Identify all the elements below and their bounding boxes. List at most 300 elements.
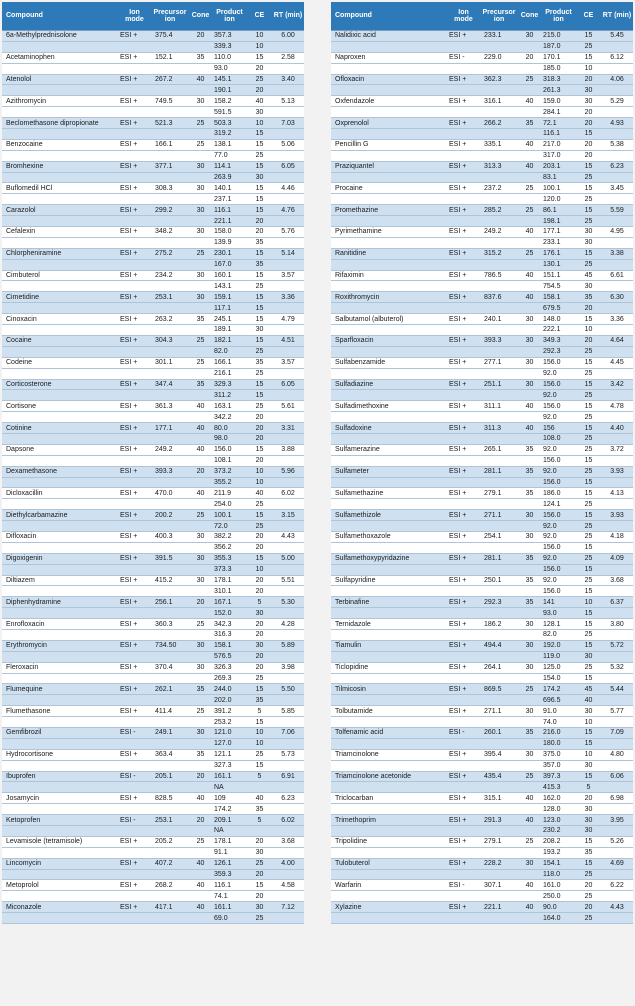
empty-cell bbox=[118, 913, 151, 924]
empty-cell bbox=[331, 629, 447, 640]
cone-cell: 30 bbox=[189, 292, 212, 303]
product-ion-cell: 98.0 bbox=[212, 433, 247, 444]
ion-mode-cell: ESI + bbox=[447, 335, 480, 346]
compound-cell: Xylazine bbox=[331, 902, 447, 913]
ion-mode-cell: ESI + bbox=[447, 531, 480, 542]
cone-cell: 40 bbox=[189, 880, 212, 891]
product-ion-cell: 143.1 bbox=[212, 281, 247, 292]
ce-cell: 20 bbox=[247, 662, 272, 673]
ion-mode-cell: ESI + bbox=[118, 793, 151, 804]
table-row-secondary bbox=[2, 651, 304, 662]
empty-cell bbox=[272, 41, 304, 52]
empty-cell bbox=[518, 782, 541, 793]
empty-cell bbox=[331, 913, 447, 924]
empty-cell bbox=[447, 172, 480, 183]
ion-mode-cell: ESI + bbox=[447, 640, 480, 651]
table-row-secondary bbox=[331, 782, 633, 793]
ion-mode-cell: ESI + bbox=[118, 531, 151, 542]
cone-cell: 25 bbox=[518, 684, 541, 695]
rt-cell: 3.88 bbox=[272, 444, 304, 455]
table-row bbox=[2, 771, 304, 782]
compound-cell: Ofloxacin bbox=[331, 74, 447, 85]
table-row-secondary bbox=[2, 826, 304, 837]
compound-cell: Ibuprofen bbox=[2, 771, 118, 782]
rt-cell: 4.78 bbox=[601, 401, 633, 412]
empty-cell bbox=[601, 521, 633, 532]
empty-cell bbox=[480, 237, 518, 248]
ion-mode-cell: ESI + bbox=[118, 423, 151, 434]
ce-cell: 30 bbox=[247, 640, 272, 651]
ion-mode-cell: ESI + bbox=[447, 270, 480, 281]
table-row bbox=[331, 139, 633, 150]
empty-cell bbox=[189, 172, 212, 183]
rt-cell: 5.77 bbox=[601, 706, 633, 717]
ce-cell: 15 bbox=[576, 477, 601, 488]
cone-cell: 25 bbox=[518, 248, 541, 259]
table-row-secondary bbox=[331, 368, 633, 379]
precursor-ion-cell: 265.1 bbox=[480, 444, 518, 455]
empty-cell bbox=[480, 629, 518, 640]
compound-cell: Erythromycin bbox=[2, 640, 118, 651]
ce-cell: 30 bbox=[576, 281, 601, 292]
header-product-ion: Product ion bbox=[212, 2, 247, 31]
empty-cell bbox=[272, 913, 304, 924]
empty-cell bbox=[601, 542, 633, 553]
ce-cell: 25 bbox=[576, 521, 601, 532]
table-row bbox=[2, 227, 304, 238]
rt-cell: 4.40 bbox=[601, 423, 633, 434]
table-row-secondary bbox=[2, 782, 304, 793]
table-row bbox=[331, 227, 633, 238]
table-row bbox=[2, 597, 304, 608]
empty-cell bbox=[331, 346, 447, 357]
ce-cell: 20 bbox=[247, 619, 272, 630]
ion-mode-cell: ESI + bbox=[447, 183, 480, 194]
cone-cell: 25 bbox=[189, 357, 212, 368]
empty-cell bbox=[331, 804, 447, 815]
compound-cell: Sulfamerazine bbox=[331, 444, 447, 455]
empty-cell bbox=[331, 673, 447, 684]
product-ion-cell: 263.9 bbox=[212, 172, 247, 183]
product-ion-cell: 177.1 bbox=[541, 227, 576, 238]
empty-cell bbox=[480, 433, 518, 444]
table-row-secondary bbox=[331, 869, 633, 880]
empty-cell bbox=[480, 717, 518, 728]
empty-cell bbox=[2, 150, 118, 161]
empty-cell bbox=[118, 826, 151, 837]
precursor-ion-cell: 279.1 bbox=[480, 488, 518, 499]
product-ion-cell: 121.0 bbox=[212, 728, 247, 739]
ion-mode-cell: ESI + bbox=[118, 183, 151, 194]
ce-cell: 15 bbox=[576, 161, 601, 172]
cone-cell: 25 bbox=[189, 118, 212, 129]
empty-cell bbox=[518, 325, 541, 336]
ce-cell: 25 bbox=[247, 150, 272, 161]
precursor-ion-cell: 311.3 bbox=[480, 423, 518, 434]
empty-cell bbox=[2, 542, 118, 553]
ce-cell: 15 bbox=[247, 303, 272, 314]
table-row bbox=[331, 684, 633, 695]
empty-cell bbox=[189, 695, 212, 706]
empty-cell bbox=[118, 346, 151, 357]
left-table-header bbox=[2, 2, 304, 31]
table-row bbox=[331, 880, 633, 891]
empty-cell bbox=[189, 368, 212, 379]
empty-cell bbox=[118, 608, 151, 619]
empty-cell bbox=[518, 390, 541, 401]
ce-cell: 15 bbox=[576, 608, 601, 619]
precursor-ion-cell: 186.2 bbox=[480, 619, 518, 630]
precursor-ion-cell: 315.2 bbox=[480, 248, 518, 259]
ion-mode-cell: ESI + bbox=[118, 902, 151, 913]
empty-cell bbox=[151, 695, 189, 706]
empty-cell bbox=[447, 194, 480, 205]
ion-mode-cell: ESI + bbox=[118, 597, 151, 608]
empty-cell bbox=[118, 194, 151, 205]
ion-mode-cell: ESI + bbox=[447, 139, 480, 150]
product-ion-cell: 209.1 bbox=[212, 815, 247, 826]
left-header-row bbox=[2, 2, 304, 31]
product-ion-cell: 91.1 bbox=[212, 847, 247, 858]
rt-cell: 3.57 bbox=[272, 270, 304, 281]
product-ion-cell: 576.5 bbox=[212, 651, 247, 662]
product-ion-cell: 123.0 bbox=[541, 815, 576, 826]
empty-cell bbox=[447, 564, 480, 575]
cone-cell: 40 bbox=[189, 423, 212, 434]
table-row bbox=[331, 161, 633, 172]
cone-cell: 30 bbox=[189, 270, 212, 281]
table-row-secondary bbox=[2, 41, 304, 52]
precursor-ion-cell: 521.3 bbox=[151, 118, 189, 129]
product-ion-cell: 198.1 bbox=[541, 216, 576, 227]
rt-cell: 5.50 bbox=[272, 684, 304, 695]
empty-cell bbox=[480, 259, 518, 270]
empty-cell bbox=[518, 521, 541, 532]
product-ion-cell: 208.2 bbox=[541, 836, 576, 847]
ion-mode-cell: ESI + bbox=[447, 31, 480, 42]
empty-cell bbox=[447, 216, 480, 227]
compound-cell: Triamcinolone acetonide bbox=[331, 771, 447, 782]
ce-cell: 15 bbox=[247, 183, 272, 194]
product-ion-cell: 373.2 bbox=[212, 466, 247, 477]
cone-cell: 30 bbox=[518, 335, 541, 346]
empty-cell bbox=[480, 826, 518, 837]
empty-cell bbox=[2, 216, 118, 227]
precursor-ion-cell: 411.4 bbox=[151, 706, 189, 717]
ce-cell: 10 bbox=[576, 325, 601, 336]
cone-cell: 30 bbox=[189, 553, 212, 564]
table-row-secondary bbox=[331, 608, 633, 619]
ce-cell: 10 bbox=[247, 738, 272, 749]
right-header-row bbox=[331, 2, 633, 31]
empty-cell bbox=[331, 477, 447, 488]
table-row bbox=[2, 118, 304, 129]
precursor-ion-cell: 361.3 bbox=[151, 401, 189, 412]
ce-cell: 15 bbox=[576, 314, 601, 325]
ce-cell: 20 bbox=[247, 891, 272, 902]
rt-cell: 6.98 bbox=[601, 793, 633, 804]
cone-cell: 40 bbox=[189, 858, 212, 869]
empty-cell bbox=[331, 695, 447, 706]
rt-cell: 5.45 bbox=[601, 31, 633, 42]
cone-cell: 40 bbox=[518, 880, 541, 891]
cone-cell: 40 bbox=[518, 815, 541, 826]
empty-cell bbox=[601, 477, 633, 488]
empty-cell bbox=[601, 390, 633, 401]
table-row-secondary bbox=[331, 41, 633, 52]
ce-cell: 25 bbox=[576, 368, 601, 379]
ce-cell: 20 bbox=[247, 85, 272, 96]
cone-cell: 35 bbox=[189, 379, 212, 390]
empty-cell bbox=[151, 63, 189, 74]
product-ion-cell: 359.3 bbox=[212, 869, 247, 880]
product-ion-cell: 189.1 bbox=[212, 325, 247, 336]
table-row bbox=[331, 662, 633, 673]
right-table-body bbox=[331, 31, 633, 924]
compound-cell: Levamisole (tetramisole) bbox=[2, 836, 118, 847]
empty-cell bbox=[189, 717, 212, 728]
product-ion-cell: 156.0 bbox=[541, 357, 576, 368]
product-ion-cell: 130.1 bbox=[541, 259, 576, 270]
product-ion-cell: 217.0 bbox=[541, 139, 576, 150]
empty-cell bbox=[447, 325, 480, 336]
empty-cell bbox=[151, 782, 189, 793]
product-ion-cell: 167.1 bbox=[212, 597, 247, 608]
cone-cell: 20 bbox=[189, 597, 212, 608]
empty-cell bbox=[480, 521, 518, 532]
compound-cell: Tilmicosin bbox=[331, 684, 447, 695]
empty-cell bbox=[2, 281, 118, 292]
empty-cell bbox=[518, 346, 541, 357]
empty-cell bbox=[151, 41, 189, 52]
empty-cell bbox=[480, 542, 518, 553]
empty-cell bbox=[118, 499, 151, 510]
header-cone: Cone bbox=[189, 2, 212, 31]
ce-cell: 30 bbox=[247, 325, 272, 336]
cone-cell: 35 bbox=[518, 575, 541, 586]
empty-cell bbox=[151, 259, 189, 270]
cone-cell: 40 bbox=[518, 401, 541, 412]
compound-cell: Salbutamol (albuterol) bbox=[331, 314, 447, 325]
empty-cell bbox=[272, 673, 304, 684]
empty-cell bbox=[601, 782, 633, 793]
ce-cell: 10 bbox=[247, 564, 272, 575]
product-ion-cell: 237.1 bbox=[212, 194, 247, 205]
empty-cell bbox=[331, 586, 447, 597]
table-row bbox=[331, 706, 633, 717]
empty-cell bbox=[151, 673, 189, 684]
ion-mode-cell: ESI + bbox=[118, 292, 151, 303]
table-row bbox=[2, 880, 304, 891]
ion-mode-cell: ESI + bbox=[447, 684, 480, 695]
table-row-secondary bbox=[331, 673, 633, 684]
empty-cell bbox=[331, 782, 447, 793]
empty-cell bbox=[118, 368, 151, 379]
table-row bbox=[2, 444, 304, 455]
rt-cell: 6.23 bbox=[601, 161, 633, 172]
ion-mode-cell: ESI + bbox=[447, 662, 480, 673]
table-row-secondary bbox=[331, 281, 633, 292]
empty-cell bbox=[518, 194, 541, 205]
empty-cell bbox=[518, 107, 541, 118]
ce-cell: 25 bbox=[576, 531, 601, 542]
empty-cell bbox=[447, 41, 480, 52]
rt-cell: 5.76 bbox=[272, 227, 304, 238]
empty-cell bbox=[331, 847, 447, 858]
compound-cell: Bromhexine bbox=[2, 161, 118, 172]
empty-cell bbox=[518, 368, 541, 379]
empty-cell bbox=[480, 216, 518, 227]
ce-cell: 15 bbox=[576, 771, 601, 782]
ce-cell: 40 bbox=[247, 793, 272, 804]
ce-cell: 30 bbox=[576, 227, 601, 238]
empty-cell bbox=[601, 869, 633, 880]
product-ion-cell: 128.0 bbox=[541, 804, 576, 815]
ce-cell: 15 bbox=[247, 52, 272, 63]
precursor-ion-cell: 377.1 bbox=[151, 161, 189, 172]
empty-cell bbox=[118, 738, 151, 749]
product-ion-cell: 326.3 bbox=[212, 662, 247, 673]
rt-cell: 4.64 bbox=[601, 335, 633, 346]
empty-cell bbox=[189, 542, 212, 553]
ce-cell: 25 bbox=[247, 74, 272, 85]
cone-cell: 35 bbox=[189, 314, 212, 325]
ce-cell: 30 bbox=[576, 804, 601, 815]
rt-cell: 4.43 bbox=[601, 902, 633, 913]
ce-cell: 40 bbox=[247, 96, 272, 107]
product-ion-cell: 119.0 bbox=[541, 651, 576, 662]
ce-cell: 15 bbox=[247, 205, 272, 216]
product-ion-cell: 382.2 bbox=[212, 531, 247, 542]
table-row bbox=[331, 466, 633, 477]
ce-cell: 20 bbox=[247, 575, 272, 586]
product-ion-cell: 164.0 bbox=[541, 913, 576, 924]
product-ion-cell: 190.1 bbox=[212, 85, 247, 96]
empty-cell bbox=[331, 608, 447, 619]
table-row-secondary bbox=[2, 63, 304, 74]
product-ion-cell: 754.5 bbox=[541, 281, 576, 292]
table-row-secondary bbox=[2, 368, 304, 379]
ce-cell: 25 bbox=[247, 521, 272, 532]
empty-cell bbox=[272, 521, 304, 532]
ion-mode-cell: ESI + bbox=[118, 401, 151, 412]
empty-cell bbox=[118, 564, 151, 575]
rt-cell: 5.51 bbox=[272, 575, 304, 586]
product-ion-cell: 245.1 bbox=[212, 314, 247, 325]
ce-cell: 35 bbox=[247, 804, 272, 815]
compound-cell: Difloxacin bbox=[2, 531, 118, 542]
product-ion-cell: 310.1 bbox=[212, 586, 247, 597]
rt-cell: 4.09 bbox=[601, 553, 633, 564]
product-ion-cell: 319.2 bbox=[212, 129, 247, 140]
empty-cell bbox=[331, 433, 447, 444]
empty-cell bbox=[118, 85, 151, 96]
compound-cell: Cortisone bbox=[2, 401, 118, 412]
compound-cell: Sulfapyridine bbox=[331, 575, 447, 586]
product-ion-cell: 166.1 bbox=[212, 357, 247, 368]
empty-cell bbox=[480, 390, 518, 401]
empty-cell bbox=[2, 760, 118, 771]
ce-cell: 25 bbox=[247, 401, 272, 412]
empty-cell bbox=[189, 194, 212, 205]
ce-cell: 30 bbox=[576, 760, 601, 771]
table-row bbox=[2, 836, 304, 847]
compound-cell: Triclocarban bbox=[331, 793, 447, 804]
table-row bbox=[2, 401, 304, 412]
empty-cell bbox=[2, 586, 118, 597]
empty-cell bbox=[601, 259, 633, 270]
empty-cell bbox=[331, 41, 447, 52]
empty-cell bbox=[189, 107, 212, 118]
cone-cell: 35 bbox=[518, 466, 541, 477]
empty-cell bbox=[272, 85, 304, 96]
empty-cell bbox=[447, 826, 480, 837]
compound-cell: Azithromycin bbox=[2, 96, 118, 107]
empty-cell bbox=[447, 869, 480, 880]
cone-cell: 40 bbox=[518, 96, 541, 107]
empty-cell bbox=[601, 368, 633, 379]
table-row bbox=[331, 858, 633, 869]
ce-cell: 15 bbox=[576, 858, 601, 869]
cone-cell: 40 bbox=[189, 74, 212, 85]
product-ion-cell: 116.1 bbox=[212, 205, 247, 216]
compound-cell: Tripolidine bbox=[331, 836, 447, 847]
rt-cell: 5.14 bbox=[272, 248, 304, 259]
rt-cell: 3.95 bbox=[601, 815, 633, 826]
ce-cell: 10 bbox=[247, 118, 272, 129]
empty-cell bbox=[118, 390, 151, 401]
empty-cell bbox=[480, 804, 518, 815]
ion-mode-cell: ESI + bbox=[447, 444, 480, 455]
ce-cell: 20 bbox=[247, 216, 272, 227]
empty-cell bbox=[2, 608, 118, 619]
empty-cell bbox=[2, 869, 118, 880]
product-ion-cell: 375.0 bbox=[541, 749, 576, 760]
empty-cell bbox=[447, 738, 480, 749]
product-ion-cell: 124.1 bbox=[541, 499, 576, 510]
ce-cell: 20 bbox=[576, 150, 601, 161]
cone-cell: 25 bbox=[518, 771, 541, 782]
precursor-ion-cell: 316.1 bbox=[480, 96, 518, 107]
ion-mode-cell: ESI + bbox=[118, 270, 151, 281]
product-ion-cell: 160.1 bbox=[212, 270, 247, 281]
product-ion-cell: 108.0 bbox=[541, 433, 576, 444]
cone-cell: 40 bbox=[518, 423, 541, 434]
product-ion-cell: 127.0 bbox=[212, 738, 247, 749]
empty-cell bbox=[601, 608, 633, 619]
compound-cell: Cotinine bbox=[2, 423, 118, 434]
ce-cell: 15 bbox=[247, 194, 272, 205]
cone-cell: 30 bbox=[518, 749, 541, 760]
ce-cell bbox=[247, 826, 272, 837]
ce-cell: 5 bbox=[247, 706, 272, 717]
precursor-ion-cell: 304.3 bbox=[151, 335, 189, 346]
rt-cell: 3.31 bbox=[272, 423, 304, 434]
empty-cell bbox=[601, 586, 633, 597]
table-row-secondary bbox=[331, 586, 633, 597]
empty-cell bbox=[518, 150, 541, 161]
product-ion-cell: 159.0 bbox=[541, 96, 576, 107]
cone-cell: 40 bbox=[518, 139, 541, 150]
compound-cell: Enrofloxacin bbox=[2, 619, 118, 630]
product-ion-cell: 696.5 bbox=[541, 695, 576, 706]
empty-cell bbox=[447, 477, 480, 488]
ion-mode-cell: ESI + bbox=[118, 74, 151, 85]
empty-cell bbox=[189, 586, 212, 597]
header-ion-mode: Ion mode bbox=[118, 2, 151, 31]
ce-cell: 15 bbox=[576, 619, 601, 630]
empty-cell bbox=[601, 826, 633, 837]
